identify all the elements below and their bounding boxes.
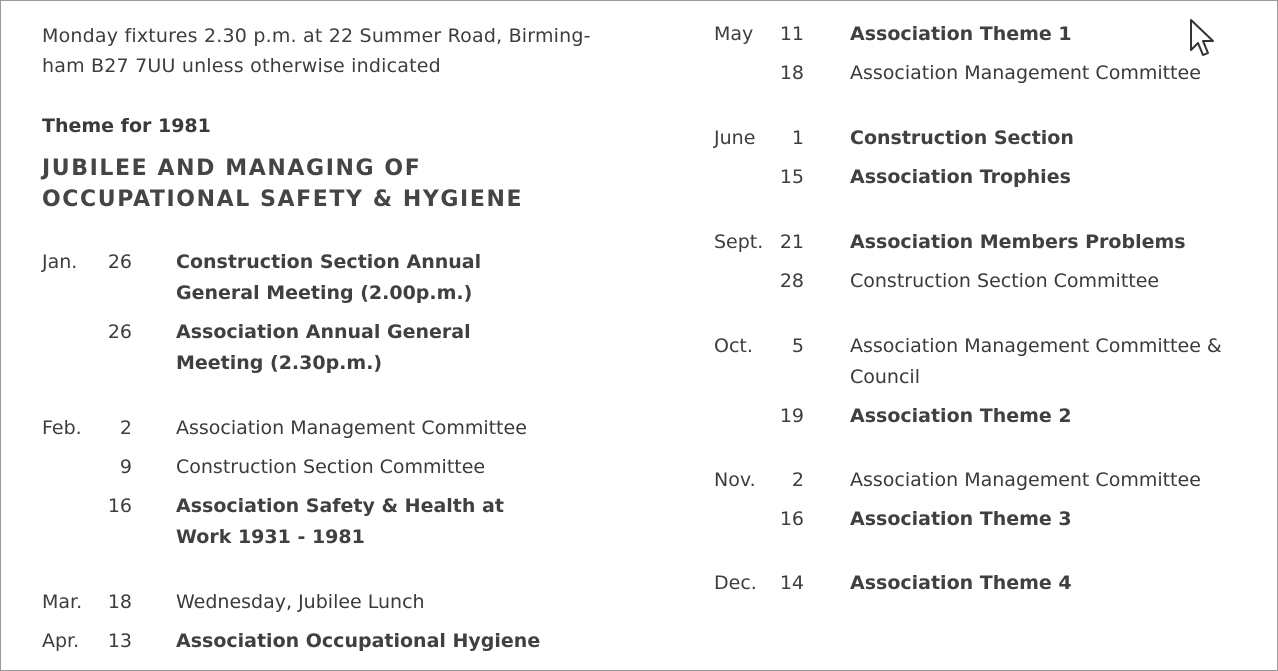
fixture-description <box>850 162 1260 193</box>
fixture-day: 9 <box>119 456 132 478</box>
fixture-description <box>176 317 616 379</box>
fixture-description <box>176 247 616 309</box>
theme-title-line-1: JUBILEE AND MANAGING OF <box>42 156 422 181</box>
fixture-day: 11 <box>779 23 804 45</box>
fixture-month: Dec. <box>714 572 757 594</box>
fixture-day: 5 <box>791 335 804 357</box>
fixture-description <box>176 413 616 444</box>
fixture-description-line: Construction Section <box>850 127 1074 149</box>
fixture-day: 13 <box>107 630 132 652</box>
fixture-description <box>176 587 616 618</box>
fixture-day: 18 <box>107 591 132 613</box>
fixture-description-line: Construction Section Committee <box>176 456 486 478</box>
fixture-description-line: Wednesday, Jubilee Lunch <box>176 591 425 613</box>
fixture-description <box>850 465 1260 496</box>
fixture-month: Jan. <box>42 251 78 273</box>
fixture-month: May <box>714 23 754 45</box>
fixture-description <box>850 331 1260 393</box>
fixture-description-line: Association Safety & Health at <box>176 495 504 517</box>
fixture-description-line: Association Management Committee <box>176 417 527 439</box>
fixture-day: 18 <box>779 62 804 84</box>
fixture-description <box>850 504 1260 535</box>
theme-title-line-2: OCCUPATIONAL SAFETY & HYGIENE <box>42 187 524 212</box>
fixture-description <box>850 123 1260 154</box>
fixture-day: 28 <box>779 270 804 292</box>
fixture-day: 16 <box>107 495 132 517</box>
fixture-description-line: Association Annual General <box>176 321 471 343</box>
fixture-description-line: Work 1931 - 1981 <box>176 526 365 548</box>
fixture-day: 2 <box>791 469 804 491</box>
fixture-day: 26 <box>107 321 132 343</box>
theme-title <box>42 153 602 215</box>
fixture-description-line: Association Management Committee <box>850 62 1201 84</box>
fixture-description-line: Meeting (2.30p.m.) <box>176 352 383 374</box>
fixture-description-line: Association Management Committee <box>850 469 1201 491</box>
fixture-description-line: Association Theme 4 <box>850 572 1072 594</box>
fixture-day: 1 <box>791 127 804 149</box>
fixture-description <box>850 266 1260 297</box>
fixture-day: 21 <box>779 231 804 253</box>
mouse-cursor-icon <box>1189 18 1217 60</box>
fixture-description <box>176 452 616 483</box>
fixture-day: 14 <box>779 572 804 594</box>
fixture-month: Feb. <box>42 417 82 439</box>
fixture-description <box>850 227 1260 258</box>
fixture-description <box>850 401 1260 432</box>
intro-text <box>42 21 642 81</box>
fixture-description-line: Council <box>850 366 920 388</box>
intro-line-1: Monday fixtures 2.30 p.m. at 22 Summer Road, Birming- <box>42 25 591 47</box>
fixture-description <box>850 568 1260 599</box>
fixture-description-line: Association Theme 3 <box>850 508 1072 530</box>
fixture-description-line: Construction Section Committee <box>850 270 1160 292</box>
fixture-description-line: Construction Section Annual <box>176 251 482 273</box>
fixture-description-line: General Meeting (2.00p.m.) <box>176 282 473 304</box>
fixture-description <box>850 58 1260 89</box>
fixture-day: 19 <box>779 405 804 427</box>
fixture-description-line: Association Members Problems <box>850 231 1186 253</box>
fixture-month: June <box>714 127 756 149</box>
intro-line-2: ham B27 7UU unless otherwise indicated <box>42 55 441 77</box>
fixture-month: Apr. <box>42 630 80 652</box>
fixture-day: 26 <box>107 251 132 273</box>
fixture-description-line: Association Trophies <box>850 166 1071 188</box>
fixture-description-line: Association Theme 2 <box>850 405 1072 427</box>
fixture-description-line: Association Theme 1 <box>850 23 1072 45</box>
fixture-month: Mar. <box>42 591 83 613</box>
fixture-description <box>176 491 616 553</box>
fixture-description <box>176 626 616 657</box>
fixture-month: Oct. <box>714 335 753 357</box>
fixture-description-line: Association Occupational Hygiene <box>176 630 541 652</box>
fixture-month: Nov. <box>714 469 756 491</box>
fixture-month: Sept. <box>714 231 764 253</box>
theme-label: Theme for 1981 <box>42 115 211 137</box>
fixture-description-line: Association Management Committee & <box>850 335 1222 357</box>
fixture-day: 15 <box>779 166 804 188</box>
fixture-day: 2 <box>119 417 132 439</box>
fixture-day: 16 <box>779 508 804 530</box>
